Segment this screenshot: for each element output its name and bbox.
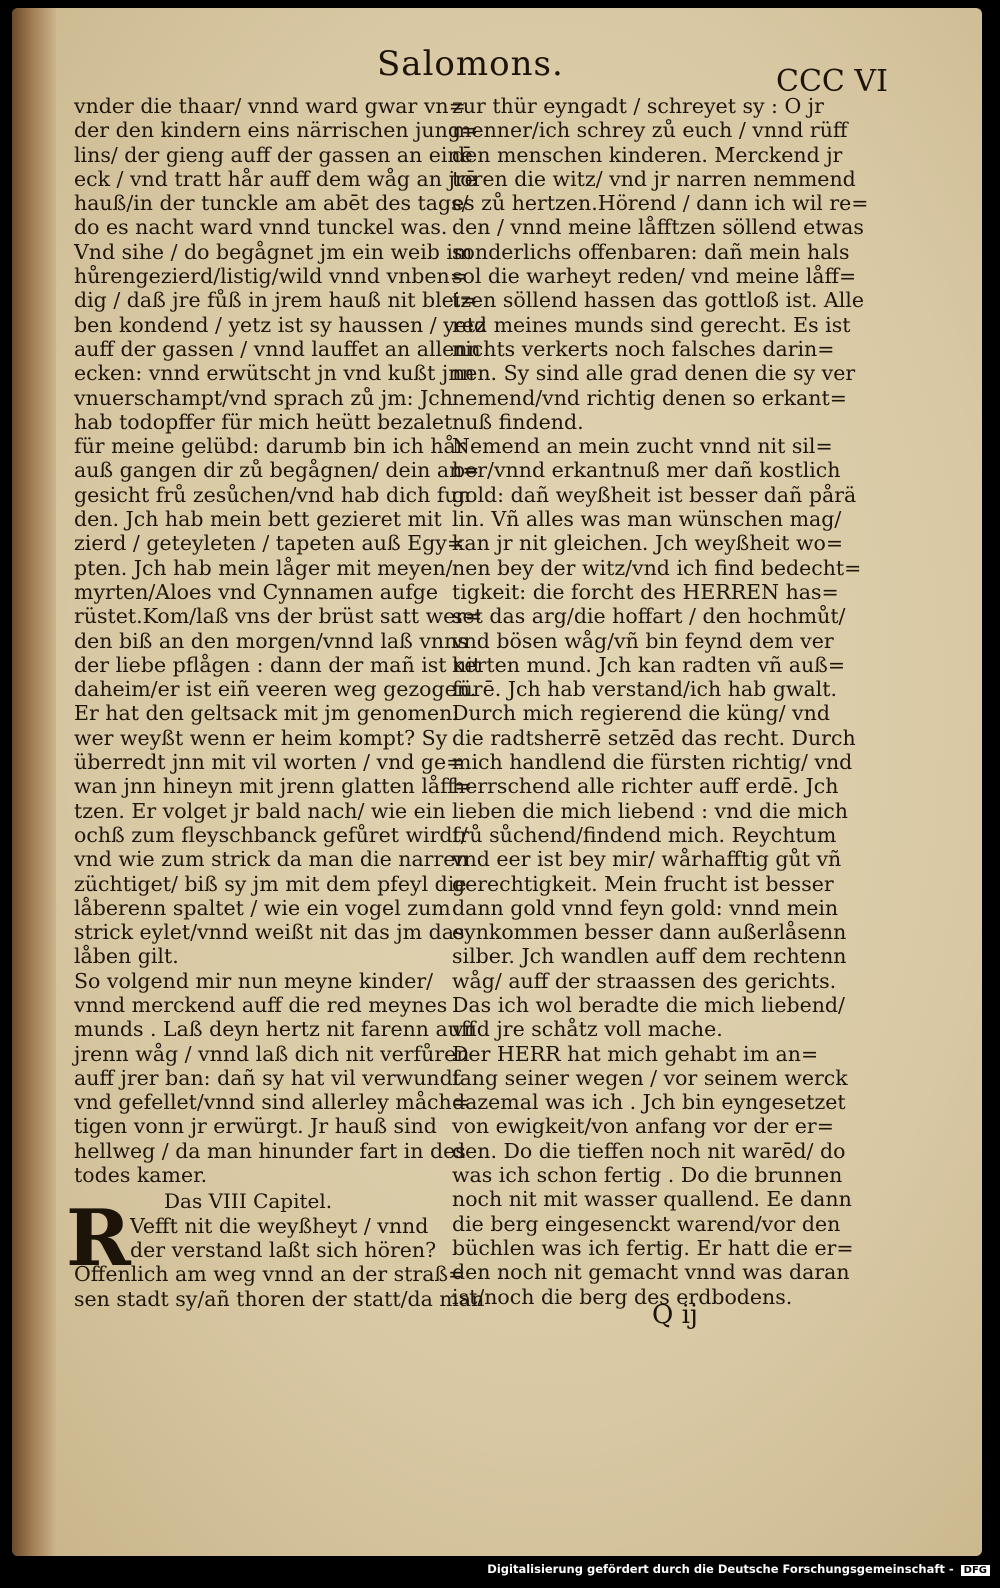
right-column xyxy=(452,94,869,1309)
text-line: sol die warheyt reden/ vnd meine låff= xyxy=(452,264,857,289)
book-page xyxy=(12,8,982,1556)
text-line: lin. Vñ alles was man wünschen mag/ xyxy=(452,507,842,532)
text-line: auff der gassen / vnnd lauffet an allenn xyxy=(74,336,481,361)
drop-cap: R xyxy=(66,1192,131,1284)
text-line: wer weyßt wenn er heim kompt? Sy xyxy=(74,725,448,750)
text-line: zierd / geteyleten / tapeten auß Egy= xyxy=(74,531,465,556)
text-line: frů sůchend/findend mich. Reychtum xyxy=(452,822,837,847)
footer-text: Digitalisierung gefördert durch die Deutsche Forschungsgemeinschaft - xyxy=(487,1562,954,1576)
text-line: jrenn wåg / vnnd laß dich nit verfůren xyxy=(74,1041,470,1066)
text-line: So volgend mir nun meyne kinder/ xyxy=(74,968,434,993)
text-line: den noch nit gemacht vnnd was daran xyxy=(452,1260,850,1285)
text-line: myrten/Aloes vnd Cynnamen aufge xyxy=(74,579,439,604)
page-gutter-edge xyxy=(12,8,56,1556)
text-line: ochß zum fleyschbanck gefůret wirdt/ xyxy=(74,822,468,847)
text-line: tigen vonn jr erwürgt. Jr hauß sind xyxy=(74,1114,437,1139)
text-line: lins/ der gieng auff der gassen an einē xyxy=(74,142,473,167)
running-title: Salomons. xyxy=(377,44,564,84)
text-line: den. Jch hab mein bett gezieret mit xyxy=(74,507,442,532)
text-line: zur thür eyngadt / schreyet sy : O jr xyxy=(452,94,824,118)
text-line: der den kindern eins närrischen jung= xyxy=(74,118,479,143)
text-line: die berg eingesenckt warend/vor den xyxy=(452,1211,841,1236)
text-line: sonderlichs offenbaren: dañ mein hals xyxy=(452,239,850,264)
left-column-text xyxy=(74,94,486,1188)
text-line: nichts verkerts noch falsches darin= xyxy=(452,336,835,361)
footer-credit xyxy=(487,1562,990,1576)
text-line: låben gilt. xyxy=(74,944,179,969)
text-line: eck / vnd tratt hår auff dem wåg an jrē xyxy=(74,166,477,191)
text-line: den. Do die tieffen noch nit warēd/ do xyxy=(452,1138,846,1163)
text-line: Vefft nit die weyßheyt / vnnd xyxy=(130,1213,429,1238)
text-line: von ewigkeit/von anfang vor der er= xyxy=(452,1114,834,1139)
text-line: tigkeit: die forcht des HERREN has= xyxy=(452,579,839,604)
text-line: gold: dañ weyßheit ist besser dañ pårä xyxy=(452,482,857,507)
text-line: noch nit mit wasser quallend. Ee dann xyxy=(452,1187,852,1212)
text-line: pten. Jch hab mein låger mit meyen/ xyxy=(74,555,453,580)
text-line: vnd jre schåtz voll mache. xyxy=(452,1017,723,1042)
text-line: herrschend alle richter auff erdē. Jch xyxy=(452,774,839,799)
chapter-block xyxy=(66,1189,485,1311)
text-line: auß gangen dir zů begågnen/ dein an= xyxy=(74,458,480,483)
text-line: überredt jnn mit vil worten / vnd ge= xyxy=(74,750,464,775)
text-line: eynkommen besser dann außerlåsenn xyxy=(452,920,847,945)
text-line: rüstet.Kom/laß vns der brüst satt wer= xyxy=(74,604,483,629)
text-line: züchtiget/ biß sy jm mit dem pfeyl die xyxy=(74,871,467,896)
text-line: Er hat den geltsack mit jm genomen: xyxy=(74,701,460,726)
text-line: Nemend an mein zucht vnnd nit sil= xyxy=(452,434,833,459)
text-line: nemend/vnd richtig denen so erkant= xyxy=(452,385,847,410)
dfg-logo-icon: DFG xyxy=(961,1565,990,1576)
text-line: vnd bösen wåg/vñ bin feynd dem ver xyxy=(452,628,834,653)
right-column-text xyxy=(452,94,869,1309)
text-line: fürē. Jch hab verstand/ich hab gwalt. xyxy=(452,677,837,702)
text-line: hauß/in der tunckle am abēt des tags/ xyxy=(74,191,469,216)
text-line: wåg/ auff der straassen des gerichts. xyxy=(452,968,837,993)
text-line: büchlen was ich fertig. Er hatt die er= xyxy=(452,1235,854,1260)
text-line: Vnd sihe / do begågnet jm ein weib im xyxy=(74,239,473,264)
text-line: menner/ich schrey zů euch / vnnd rüff xyxy=(452,118,848,143)
folio-number: CCC VI xyxy=(776,64,888,99)
text-line: vnd eer ist bey mir/ wårhafftig gůt vñ xyxy=(452,847,842,872)
text-line: die radtsherrē setzēd das recht. Durch xyxy=(452,725,856,750)
text-line: nuß findend. xyxy=(452,409,584,434)
text-line: den / vnnd meine låfftzen söllend etwas xyxy=(452,215,864,240)
text-line: dig / daß jre fůß in jrem hauß nit blei= xyxy=(74,288,478,313)
text-line: mich handlend die fürsten richtig/ vnd xyxy=(452,750,853,775)
text-line: der liebe pflågen : dann der mañ ist nit xyxy=(74,652,482,677)
text-line: den biß an den morgen/vnnd laß vnns xyxy=(74,628,468,653)
text-line: daheim/er ist eiñ veeren weg gezogen. xyxy=(74,677,477,702)
text-line: set das arg/die hoffart / den hochmůt/ xyxy=(452,604,846,629)
text-line: gesicht frů zesůchen/vnd hab dich fun xyxy=(74,482,471,507)
text-line: gerechtigkeit. Mein frucht ist besser xyxy=(452,871,834,896)
text-line: den menschen kinderen. Merckend jr xyxy=(452,142,843,167)
text-line: munds . Laß deyn hertz nit farenn auff xyxy=(74,1017,476,1042)
text-line: sen stadt sy/añ thoren der statt/da man xyxy=(74,1286,485,1311)
text-line: hellweg / da man hinunder fart in des xyxy=(74,1138,466,1163)
text-line: vnuerschampt/vnd sprach zů jm: Jch xyxy=(74,385,453,410)
text-line: vnnd merckend auff die red meynes xyxy=(74,992,448,1017)
text-line: tzen söllend hassen das gottloß ist. Alle xyxy=(452,288,864,313)
text-line: ber/vnnd erkantnuß mer dañ kostlich xyxy=(452,458,841,483)
text-line: hab todopffer für mich heütt bezalet xyxy=(74,409,453,434)
text-line: låberenn spaltet / wie ein vogel zum xyxy=(74,895,451,920)
text-line: lieben die mich liebend : vnd die mich xyxy=(452,798,848,823)
text-line: Offenlich am weg vnnd an der straß= xyxy=(74,1262,466,1287)
chapter-heading: Das VIII Capitel. xyxy=(164,1189,333,1214)
left-column xyxy=(66,94,486,1311)
text-line: Durch mich regierend die küng/ vnd xyxy=(452,701,830,726)
text-line: kerten mund. Jch kan radten vñ auß= xyxy=(452,652,846,677)
text-line: nen. Sy sind alle grad denen die sy ver xyxy=(452,361,856,386)
text-line: Der HERR hat mich gehabt im an= xyxy=(452,1041,819,1066)
text-line: fang seiner wegen / vor seinem werck xyxy=(452,1065,848,1090)
text-line: ecken: vnnd erwütscht jn vnd kußt jnn xyxy=(74,361,475,386)
text-line: wan jnn hineyn mit jrenn glatten låff= xyxy=(74,774,472,799)
text-line: tzen. Er volget jr bald nach/ wie ein xyxy=(74,798,446,823)
text-line: auff jrer ban: dañ sy hat vil verwundt xyxy=(74,1065,461,1090)
text-line: strick eylet/vnnd weißt nit das jm das xyxy=(74,920,465,945)
text-line: vnder die thaar/ vnnd ward gwar vn= xyxy=(74,94,466,118)
text-line: hůrengezierd/listig/wild vnnd vnben= xyxy=(74,264,467,289)
text-line: es zů hertzen.Hörend / dann ich wil re= xyxy=(452,191,869,216)
text-line: do es nacht ward vnnd tunckel was. xyxy=(74,215,448,240)
text-line: der verstand laßt sich hören? xyxy=(130,1237,437,1262)
text-line: ben kondend / yetz ist sy haussen / yetz xyxy=(74,312,486,337)
text-line: kan jr nit gleichen. Jch weyßheit wo= xyxy=(452,531,844,556)
text-line: toren die witz/ vnd jr narren nemmend xyxy=(452,166,856,191)
text-line: Das ich wol beradte die mich liebend/ xyxy=(452,992,845,1017)
text-line: ist/noch die berg des erdbodens. xyxy=(452,1284,793,1309)
text-line: was ich schon fertig . Do die brunnen xyxy=(452,1163,843,1188)
text-line: red meines munds sind gerecht. Es ist xyxy=(452,312,851,337)
text-line: todes kamer. xyxy=(74,1163,208,1188)
text-line: für meine gelübd: darumb bin ich hår xyxy=(74,434,466,459)
text-line: vnd wie zum strick da man die narren xyxy=(74,847,469,872)
text-line: dann gold vnnd feyn gold: vnnd mein xyxy=(452,895,839,920)
text-line: silber. Jch wandlen auff dem rechtenn xyxy=(452,944,847,969)
text-line: vnd gefellet/vnnd sind allerley måch= xyxy=(74,1090,469,1115)
text-line: nen bey der witz/vnd ich find bedecht= xyxy=(452,555,862,580)
signature-mark: Q ij xyxy=(652,1300,698,1330)
text-line: dazemal was ich . Jch bin eyngesetzet xyxy=(452,1090,846,1115)
